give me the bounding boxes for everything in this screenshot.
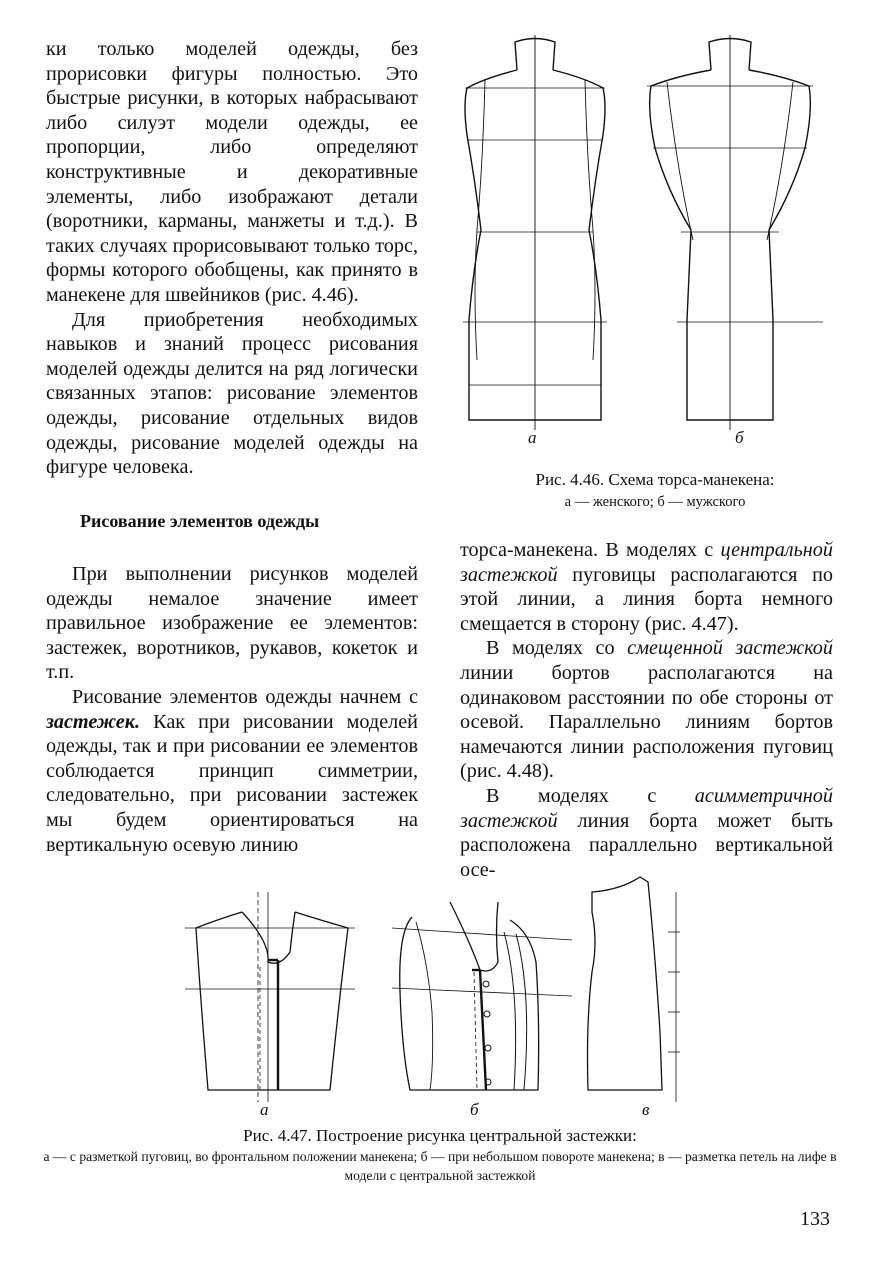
figure-4-47-label-c: в <box>642 1100 650 1119</box>
right-paragraph-1-end: пуговицы располагаются по этой линии, а линия борта немного смещается в сторону (рис. 4.47). <box>460 563 833 635</box>
right-paragraph-2-start: В моделях со <box>486 637 628 660</box>
right-paragraph-3 <box>460 784 833 882</box>
section-heading: Рисование элементов одежды <box>80 511 320 531</box>
left-column <box>46 37 418 480</box>
figure-4-46-caption-sub: а — женского; б — мужского <box>564 494 746 510</box>
left-paragraph-3: При выполнении рисунков моделей одежды немалое значение имеет правильное изображение ее элементов: застежек, воротников, рукавов, кокеток и т.п. <box>46 563 418 684</box>
bodice-pattern-diagram <box>588 877 681 1102</box>
figure-4-46-caption <box>470 468 840 514</box>
right-paragraph-3-start: В моделях с <box>486 784 695 807</box>
right-paragraph-1-emphasis: центральной застежкой <box>460 539 833 586</box>
right-paragraph-3-emphasis: асимметричной застежкой <box>460 784 833 832</box>
right-paragraph-3-end: линия борта может быть расположена параллельно вертикальной осе- <box>460 809 833 881</box>
figure-4-46-label-b: б <box>735 428 744 447</box>
figure-4-47-caption <box>30 1125 850 1185</box>
figure-4-46-label-a: а <box>528 428 537 447</box>
left-paragraph-2: Для приобретения необходимых навыков и знаний процесс рисования моделей одежды делится на ряд логически связанных этапов: рисование элементов одежды, рисование отдельных видов одежды, рисование моделей одежды на фигуре человека. <box>46 308 418 479</box>
turned-bodice-diagram <box>392 902 572 1090</box>
figure-4-47-label-a: а <box>260 1100 269 1119</box>
figure-4-46-caption-title: Рис. 4.46. Схема торса-манекена: <box>535 470 775 489</box>
right-paragraph-2 <box>460 636 833 784</box>
right-paragraph-1 <box>460 538 833 636</box>
right-paragraph-2-emphasis: смещенной застежкой <box>627 637 833 660</box>
figure-4-47-label-b: б <box>470 1100 479 1119</box>
left-column-lower <box>46 562 418 857</box>
left-paragraph-4-end: Как при рисовании моделей одежды, так и при рисовании ее элементов соблюдается принцип симметрии, следовательно, при рисовании застежек мы будем ориентироваться на вертикальную осевую линию <box>46 710 418 856</box>
right-column <box>460 538 833 882</box>
figure-4-46-drawing <box>455 30 835 430</box>
left-paragraph-4-start: Рисование элементов одежды начнем с <box>72 685 418 708</box>
front-bodice-diagram <box>185 892 355 1102</box>
left-paragraph-4 <box>46 685 418 857</box>
right-paragraph-1-start: торса-манекена. В моделях с <box>460 539 721 561</box>
left-paragraph-4-emphasis: застежек. <box>46 710 141 733</box>
female-torso-diagram <box>463 35 607 430</box>
figure-4-47-caption-sub: а — с разметкой пуговиц, во фронтальном положении манекена; б — при небольшом повороте манекена; в — разметка петель на лифе в модели с центральной застежкой <box>43 1149 837 1183</box>
figure-4-47-caption-title: Рис. 4.47. Построение рисунка центральной застежки: <box>243 1126 637 1145</box>
male-torso-diagram <box>647 35 823 430</box>
page-number: 133 <box>800 1208 830 1230</box>
right-paragraph-2-end: линии бортов располагаются на одинаковом расстоянии по обе стороны от осевой. Параллельно линиям бортов намечаются линии расположения пуговиц (рис. 4.48). <box>460 661 833 783</box>
left-paragraph-1: ки только моделей одежды, без прорисовки фигуры полностью. Это быстрые рисунки, в которых набрасывают либо силуэт модели одежды, ее пропорции, либо определяют конструктивные и декоративные элементы, либо изображают детали (воротники, карманы, манжеты и т.д.). В таких случаях прорисовывают только торс, формы которого обобщены, как принято в манекене для швейников (рис. 4.46). <box>46 38 418 306</box>
figure-4-47-drawing <box>180 872 700 1104</box>
